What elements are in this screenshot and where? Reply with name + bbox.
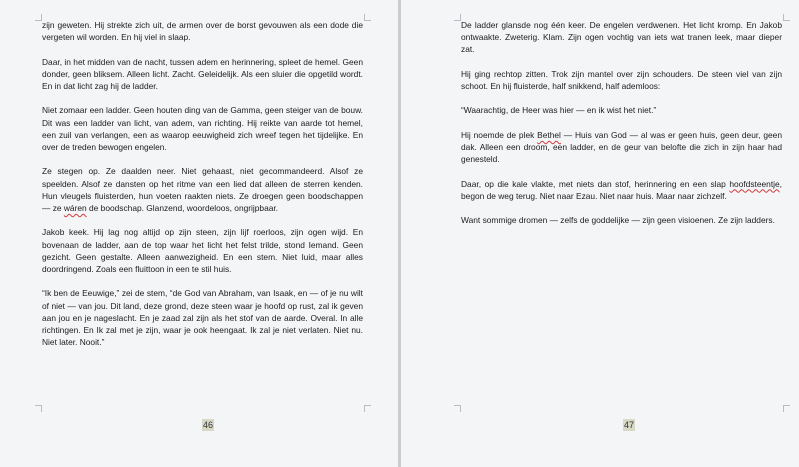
paragraph: Jakob keek. Hij lag nog altijd op zijn steen, zijn lijf roerloos, zijn ogen wijd. En bovenaan de ladder, aan de top waar het licht het felst trilde, stond Iemand. Geen gezicht. Geen gestalte. Alleen aanwezigheid. En een stem. Niet luid, maar alles doordringend. Zoals een fluittoon in een te stil huis.: [42, 227, 363, 274]
page-number: 47: [624, 420, 635, 430]
paragraph-text: Ze stegen op. Ze daalden neer. Niet gehaast, niet gecommandeerd. Alsof ze speelden. Alsof ze dansten op het ritme van een lied dat alleen de sterren kenden. Hun vleugels fluisterden, hun voeten raakten niets. Ze droegen geen boodschappen — ze: [42, 166, 363, 213]
crop-mark: [783, 14, 790, 21]
paragraph: De ladder glansde nog één keer. De engelen verdwenen. Het licht kromp. En Jakob ontwaakte. Zweterig. Klam. Zijn ogen vochtig van iets wat tranen leek, maar dieper zat.: [461, 20, 782, 55]
paragraph-text: — Huis van God — al was er geen huis, geen deur, geen dak. Alleen een droom, een ladder, en de geur van belofte die zich in zijn haar had genesteld.: [461, 129, 782, 165]
paragraph: [42, 165, 363, 214]
paragraph: [461, 129, 782, 166]
paragraph-text: de boodschap. Glanzend, woordeloos, ongrijpbaar.: [86, 203, 279, 213]
paragraph-text: Daar, op die kale vlakte, met niets dan stof, herinnering en een slap: [461, 178, 730, 189]
paragraph-text: Hij noemde de plek: [461, 129, 538, 140]
crop-mark: [454, 405, 461, 412]
paragraph: [461, 178, 782, 202]
crop-mark: [35, 14, 42, 21]
paragraph: “Ik ben de Eeuwige,” zei de stem, “de God van Abraham, van Isaak, en — of je nu wilt of niet — van jou. Dit land, deze grond, deze steen waar je hoofd op rust, zal ik geven aan jou en je nageslacht. En je zaad zal zijn als het stof van de aarde. Overal. In alle richtingen. En Ik zal met je zijn, waar je ook heengaat. Ik zal je niet verlaten. Niet nu. Niet later. Nooit.”: [42, 288, 363, 348]
crop-mark: [35, 405, 42, 412]
crop-mark: [454, 14, 461, 21]
paragraph: zijn geweten. Hij strekte zich uit, de armen over de borst gevouwen als een dode die vergeten wil worden. En hij viel in slaap.: [42, 20, 363, 43]
crop-mark: [783, 405, 790, 412]
crop-mark: [364, 405, 371, 412]
paragraph: Niet zomaar een ladder. Geen houten ding van de Gamma, geen steiger van de bouw. Dit was een ladder van licht, van adem, van richting. Hij reikte van aarde tot hemel, een zuil van verlangen, een as waarop eeuwigheid zich wreef tegen het tijdelijke. En over de treden bewogen engelen.: [42, 105, 363, 152]
right-page-text: [461, 19, 782, 239]
emphasized-word: wáren: [63, 203, 87, 213]
crop-mark: [364, 14, 371, 21]
place-name: Bethel: [537, 129, 561, 140]
left-page: [0, 0, 398, 467]
page-number: 46: [203, 420, 214, 430]
paragraph: Hij ging rechtop zitten. Trok zijn mantel over zijn schouders. De steen viel van zijn schoot. En hij fluisterde, half snikkend, half ademloos:: [461, 68, 782, 91]
paragraph-text: , begon de weg terug. Niet naar Ezau. Niet naar huis. Maar naar zichzelf.: [461, 178, 782, 201]
flagged-word: hoofdsteentje: [729, 178, 780, 189]
right-page: [401, 0, 799, 467]
paragraph: Want sommige dromen — zelfs de goddelijke — zijn geen visioenen. Ze zijn ladders.: [461, 215, 775, 226]
left-page-text: [42, 19, 363, 361]
paragraph: “Waarachtig, de Heer was hier — en ik wist het niet.”: [461, 105, 657, 116]
paragraph: Daar, in het midden van de nacht, tussen adem en herinnering, spleet de hemel. Geen donder, geen bliksem. Alleen licht. Zacht. Geleidelijk. Als een sluier die opgetild wordt. En in dat licht zag hij de ladder.: [42, 56, 363, 91]
